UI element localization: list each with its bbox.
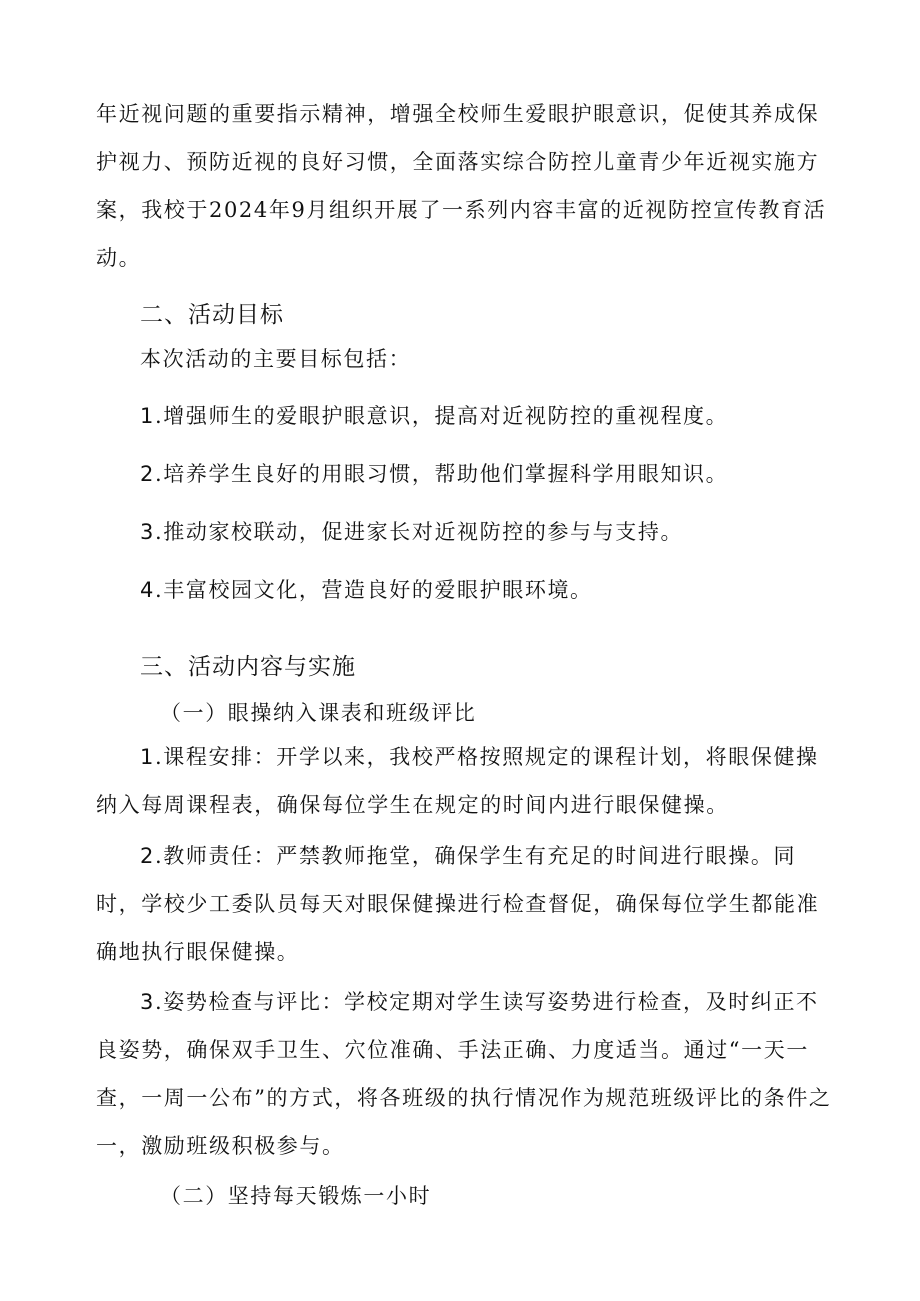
goal-text: .丰富校园文化，营造良好的爱眼护眼环境。 <box>154 578 593 602</box>
item-text: .课程安排：开学以来，我校严格按照规定的课程计划，将眼保健操纳入每周课程表，确保每位学生在规定的时间内进行眼保健操。 <box>96 745 819 817</box>
goal-item <box>140 458 728 488</box>
content-item <box>96 978 836 1170</box>
goals-lead: 本次活动的主要目标包括： <box>140 347 412 371</box>
goal-item <box>140 516 683 546</box>
section-heading-goals: 二、活动目标 <box>140 302 284 328</box>
goal-text: .增强师生的爱眼护眼意识，提高对近视防控的重视程度。 <box>154 404 729 428</box>
item-number: 1 <box>140 745 155 769</box>
item-number: 2 <box>140 844 155 868</box>
goal-item <box>140 574 593 604</box>
goal-text: .推动家校联动，促进家长对近视防控的参与与支持。 <box>154 520 684 544</box>
goal-number: 1 <box>140 404 155 428</box>
item-text: .教师责任：严禁教师拖堂，确保学生有充足的时间进行眼操。同时，学校少工委队员每天对眼保健操进行检查督促，确保每位学生都能准确地执行眼保健操。 <box>96 844 820 964</box>
content-item <box>96 733 836 829</box>
goal-number: 3 <box>140 520 155 544</box>
goal-number: 4 <box>140 578 155 602</box>
content-item <box>96 832 836 976</box>
section-heading-content: 三、活动内容与实施 <box>140 654 356 680</box>
goal-text: .培养学生良好的用眼习惯，帮助他们掌握科学用眼知识。 <box>154 462 729 486</box>
subsection-heading-daily-exercise: （二）坚持每天锻炼一小时 <box>160 1184 432 1208</box>
goal-number: 2 <box>140 462 155 486</box>
goal-item <box>140 400 728 430</box>
subsection-heading-eye-exercise: （一）眼操纳入课表和班级评比 <box>160 701 477 725</box>
intro-paragraph: 年近视问题的重要指示精神，增强全校师生爱眼护眼意识，促使其养成保护视力、预防近视的良好习惯，全面落实综合防控儿童青少年近视实施方案，我校于2024年9月组织开展了一系列内容丰富的近视防控宣传教育活动。 <box>96 102 827 270</box>
item-number: 3 <box>140 990 155 1014</box>
item-text: .姿势检查与评比：学校定期对学生读写姿势进行检查，及时纠正不良姿势，确保双手卫生、穴位准确、手法正确、力度适当。通过“一天一查，一周一公布”的方式，将各班级的执行情况作为规范班级评比的条件之一，激励班级积极参与。 <box>96 990 832 1158</box>
